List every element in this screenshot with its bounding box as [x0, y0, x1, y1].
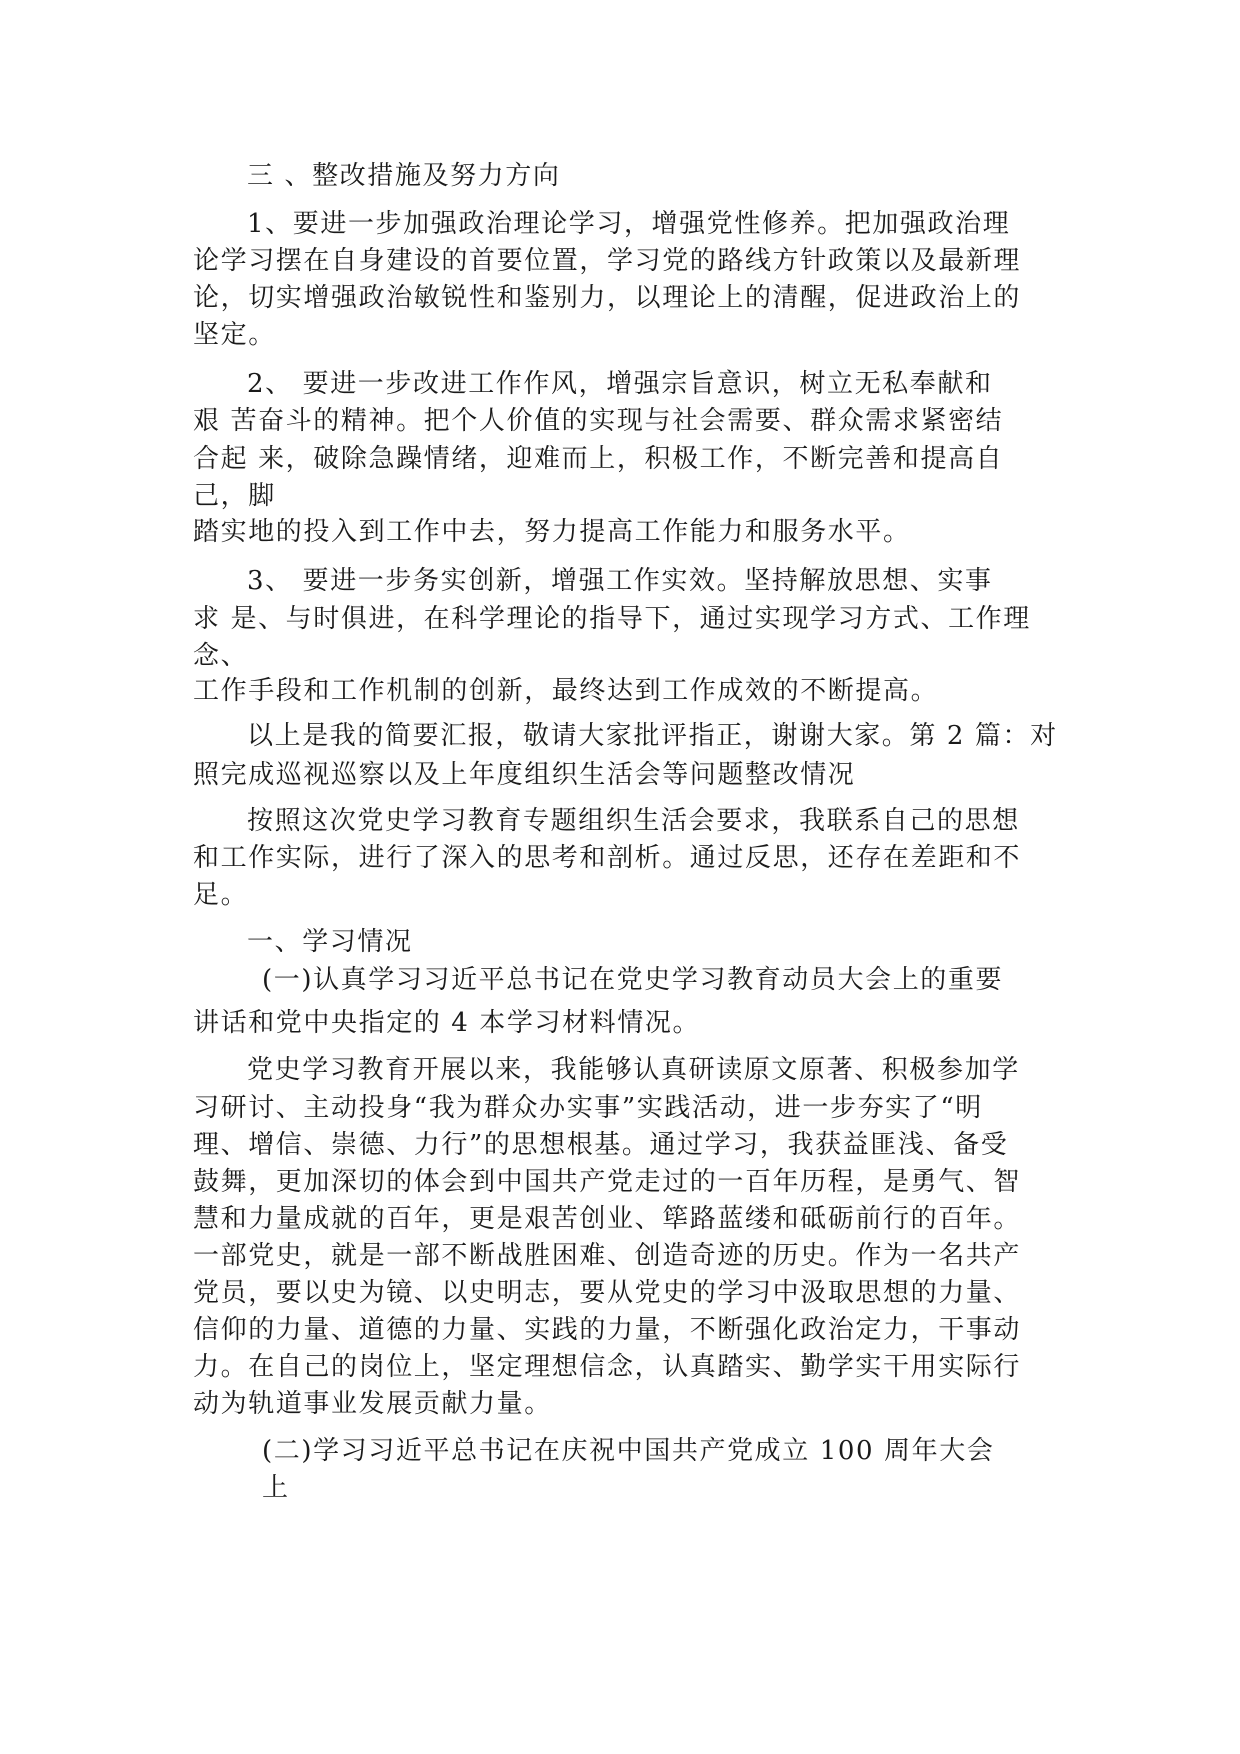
paragraph-line: 念、	[193, 641, 249, 671]
paragraph-line: 鼓舞，更加深切的体会到中国共产党走过的一百年历程，是勇气、智	[193, 1167, 1022, 1197]
paragraph-line: 2、 要进一步改进工作作风，增强宗旨意识，树立无私奉献和	[247, 369, 993, 399]
paragraph-line: 合起 来，破除急躁情绪，迎难而上，积极工作，不断完善和提高自	[193, 444, 1004, 474]
paragraph-line: 照完成巡视巡察以及上年度组织生活会等问题整改情况	[193, 760, 856, 790]
paragraph-line: 求 是、与时俱进，在科学理论的指导下，通过实现学习方式、工作理	[193, 604, 1031, 634]
subsection-heading: (一)认真学习习近平总书记在党史学习教育动员大会上的重要	[262, 965, 1004, 995]
paragraph-line: 按照这次党史学习教育专题组织生活会要求，我联系自己的思想	[247, 806, 1020, 836]
paragraph-line: 3、 要进一步务实创新，增强工作实效。坚持解放思想、实事	[247, 566, 993, 596]
paragraph-line: 坚定。	[193, 320, 276, 350]
subsection-heading: 讲话和党中央指定的 4 本学习材料情况。	[193, 1008, 701, 1038]
paragraph-line: 论，切实增强政治敏锐性和鉴别力，以理论上的清醒，促进政治上的	[193, 283, 1022, 313]
paragraph-line: 党员，要以史为镜、以史明志，要从党史的学习中汲取思想的力量、	[193, 1278, 1022, 1308]
paragraph-line: 论学习摆在自身建设的首要位置，学习党的路线方针政策以及最新理	[193, 246, 1022, 276]
paragraph-line: 动为轨道事业发展贡献力量。	[193, 1389, 552, 1419]
paragraph-line: 信仰的力量、道德的力量、实践的力量，不断强化政治定力，干事动	[193, 1315, 1022, 1345]
paragraph-line: 和工作实际，进行了深入的思考和剖析。通过反思，还存在差距和不	[193, 843, 1022, 873]
paragraph-line: 慧和力量成就的百年，更是艰苦创业、筚路蓝缕和砥砺前行的百年。	[193, 1204, 1022, 1234]
section-heading: 一、学习情况	[247, 927, 413, 957]
paragraph-line: 踏实地的投入到工作中去，努力提高工作能力和服务水平。	[193, 517, 911, 547]
paragraph-line: 理、增信、崇德、力行”的思想根基。通过学习，我获益匪浅、备受	[193, 1130, 1009, 1160]
paragraph-line: 力。在自己的岗位上，坚定理想信念，认真踏实、勤学实干用实际行	[193, 1352, 1022, 1382]
paragraph-line: 1、要进一步加强政治理论学习，增强党性修养。把加强政治理	[247, 209, 1011, 239]
paragraph-line: 工作手段和工作机制的创新，最终达到工作成效的不断提高。	[193, 676, 939, 706]
paragraph-line: 艰 苦奋斗的精神。把个人价值的实现与社会需要、群众需求紧密结	[193, 406, 1004, 436]
section-heading: 三 、整改措施及努力方向	[247, 161, 561, 191]
paragraph-line: 习研讨、主动投身“我为群众办实事”实践活动，进一步夯实了“明	[193, 1093, 983, 1123]
subsection-heading: 上	[262, 1473, 290, 1503]
paragraph-line: 足。	[193, 880, 249, 910]
paragraph-line: 以上是我的简要汇报，敬请大家批评指正，谢谢大家。第 2 篇：对	[247, 721, 1058, 751]
paragraph-line: 一部党史，就是一部不断战胜困难、创造奇迹的历史。作为一名共产	[193, 1241, 1022, 1271]
subsection-heading: (二)学习习近平总书记在庆祝中国共产党成立 100 周年大会	[262, 1436, 995, 1466]
paragraph-line: 己，脚	[193, 481, 276, 511]
paragraph-line: 党史学习教育开展以来，我能够认真研读原文原著、积极参加学	[247, 1055, 1020, 1085]
